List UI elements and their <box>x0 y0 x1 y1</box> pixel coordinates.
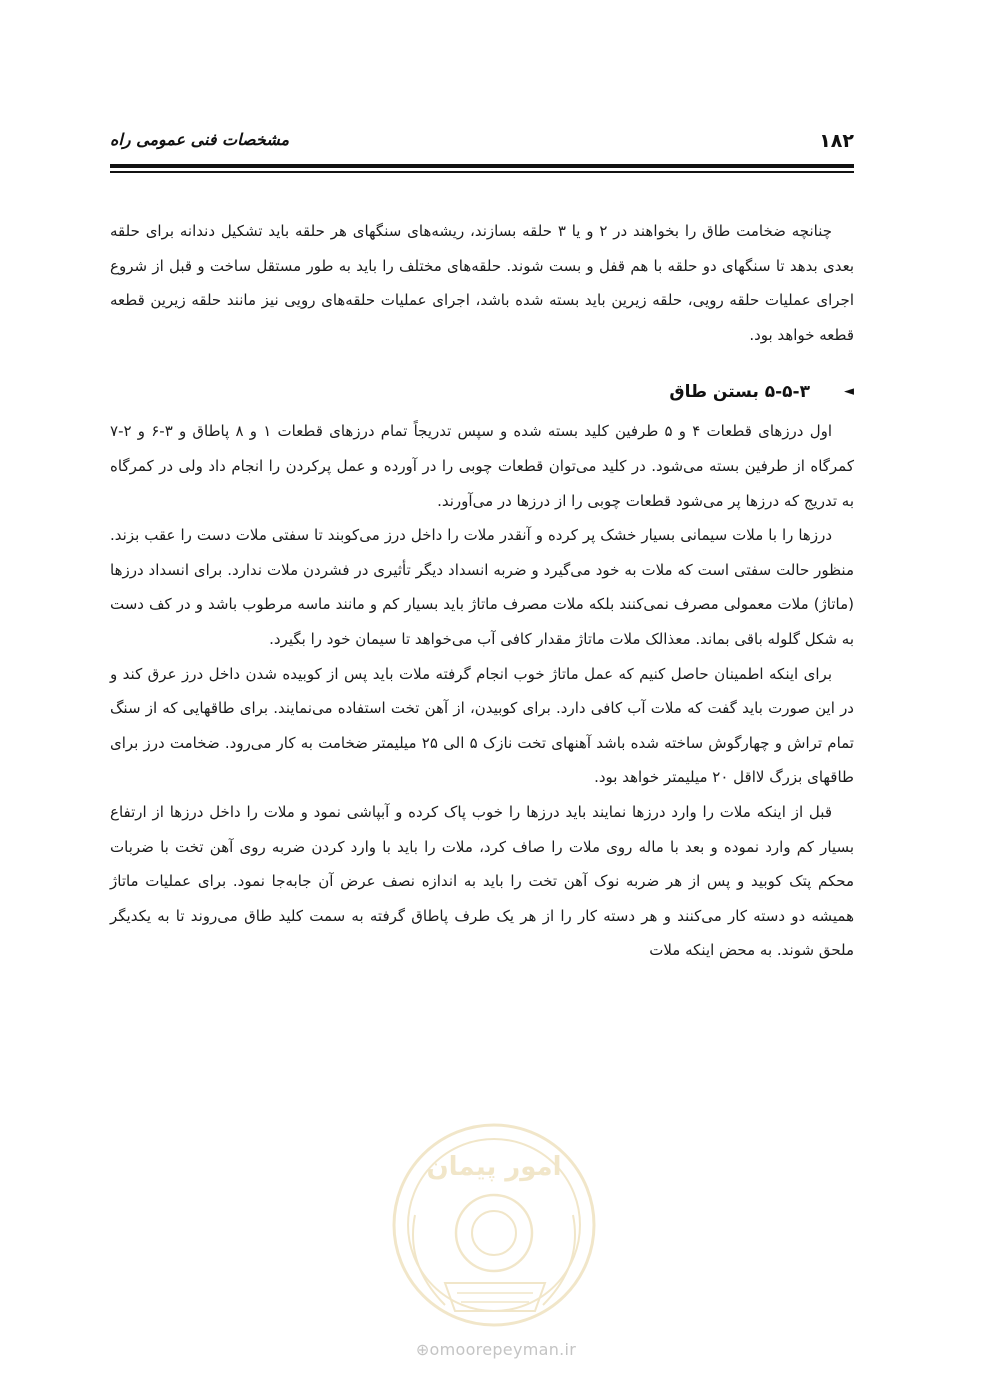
section-number: ۵-۵-۳ <box>764 382 810 403</box>
paragraph: اول درزهای قطعات ۴ و ۵ طرفین کلید بسته شده و سپس تدریجاً تمام درزهای قطعات ۱ و ۸ پاطاق و ۳-۶ و ۲-۷ کمرگاه از طرفین بسته می‌شود. در کلید می‌توان قطعات چوبی را در آورده و عمل پرکردن را انجام داد ولی در کمرگاه به تدریج که درزها پر می‌شود قطعات چوبی را از درزها در می‌آورند. <box>110 422 854 510</box>
page-number: ۱۸۲ <box>819 130 854 152</box>
page-header <box>110 124 854 164</box>
header-rule-thick <box>110 164 854 168</box>
running-title: مشخصات فنی عمومی راه <box>110 130 290 149</box>
header-rule-thin <box>110 171 854 173</box>
site-url-text: omoorepeyman.ir <box>429 1340 577 1359</box>
section-title-text: بستن طاق <box>669 382 759 403</box>
paragraph: برای اینکه اطمینان حاصل کنیم که عمل ماتاژ خوب انجام گرفته ملات باید پس از کوبیده شدن داخل درز عرق کند و در این صورت باید گفت که ملات آب کافی دارد. برای کوبیدن، از آهن تخت استفاده می‌نمایند. برای طاقهایی که از سنگ تمام تراش و چهارگوش ساخته شده باشد آهنهای تخت نازک ۵ الی ۲۵ میلیمتر ضخامت به کار می‌رود. ضخامت درز برای طاقهای بزرگ لااقل ۲۰ میلیمتر خواهد بود. <box>110 664 854 787</box>
site-url <box>0 1340 992 1359</box>
body-text <box>110 214 854 968</box>
paragraph: چنانچه ضخامت طاق را بخواهند در ۲ و یا ۳ حلقه بسازند، ریشه‌های سنگهای هر حلقه باید تشکیل دندانه برای حلقه بعدی بدهد تا سنگهای دو حلقه با هم قفل و بست شوند. حلقه‌های مختلف را باید به طور مستقل ساخت و قبل از شروع اجرای عملیات حلقه رویی، حلقه زیرین باید بسته شده باشد، اجرای عملیات حلقه‌های رویی نیز مانند حلقه زیرین قطعه قطعه خواهد بود. <box>110 222 854 344</box>
section-heading <box>110 374 854 410</box>
section-title <box>669 375 810 410</box>
paragraph: درزها را با ملات سیمانی بسیار خشک پر کرده و آنقدر ملات را داخل درز می‌کوبند تا سفتی ملات دست را عقب بزند. منظور حالت سفتی است که ملات به خود می‌گیرد و ضربه انسداد دیگر تأثیری در فشردن ملات ندارد. برای انسداد درزها (ماتاژ) ملات معمولی مصرف نمی‌کنند بلکه ملات مصرف ماتاژ باید بسیار کم و مانند ماسه مرطوب باشد و در کف دست به شکل گلوله باقی بماند. معذالک ملات ماتاژ مقدار کافی آب می‌خواهد تا سیمان خود را بگیرد. <box>110 526 854 648</box>
paragraph: قبل از اینکه ملات را وارد درزها نمایند باید درزها را خوب پاک کرده و آبپاشی نمود و ملات را داخل درزها از ارتفاع بسیار کم وارد نموده و بعد با ماله روی ملات را صاف کرد، ملات را باید با وارد کردن ضربه روی آهن تخت با ضربات محکم پتک کوبید و پس از هر ضربه نوک آهن تخت را باید به اندازه نصف عرض آن جابه‌جا نمود. برای عملیات ماتاژ همیشه دو دسته کار می‌کنند و هر دسته کار را از هر یک طرف پاطاق گرفته به سمت کلید طاق می‌روند تا به یکدیگر ملحق شوند. به محض اینکه ملات <box>110 802 854 960</box>
globe-icon: ⊕ <box>415 1340 430 1359</box>
watermark-logo-text: امور پیمان <box>426 1152 562 1182</box>
triangle-bullet-icon: ◄ <box>844 384 854 400</box>
watermark-logo <box>385 1115 603 1335</box>
